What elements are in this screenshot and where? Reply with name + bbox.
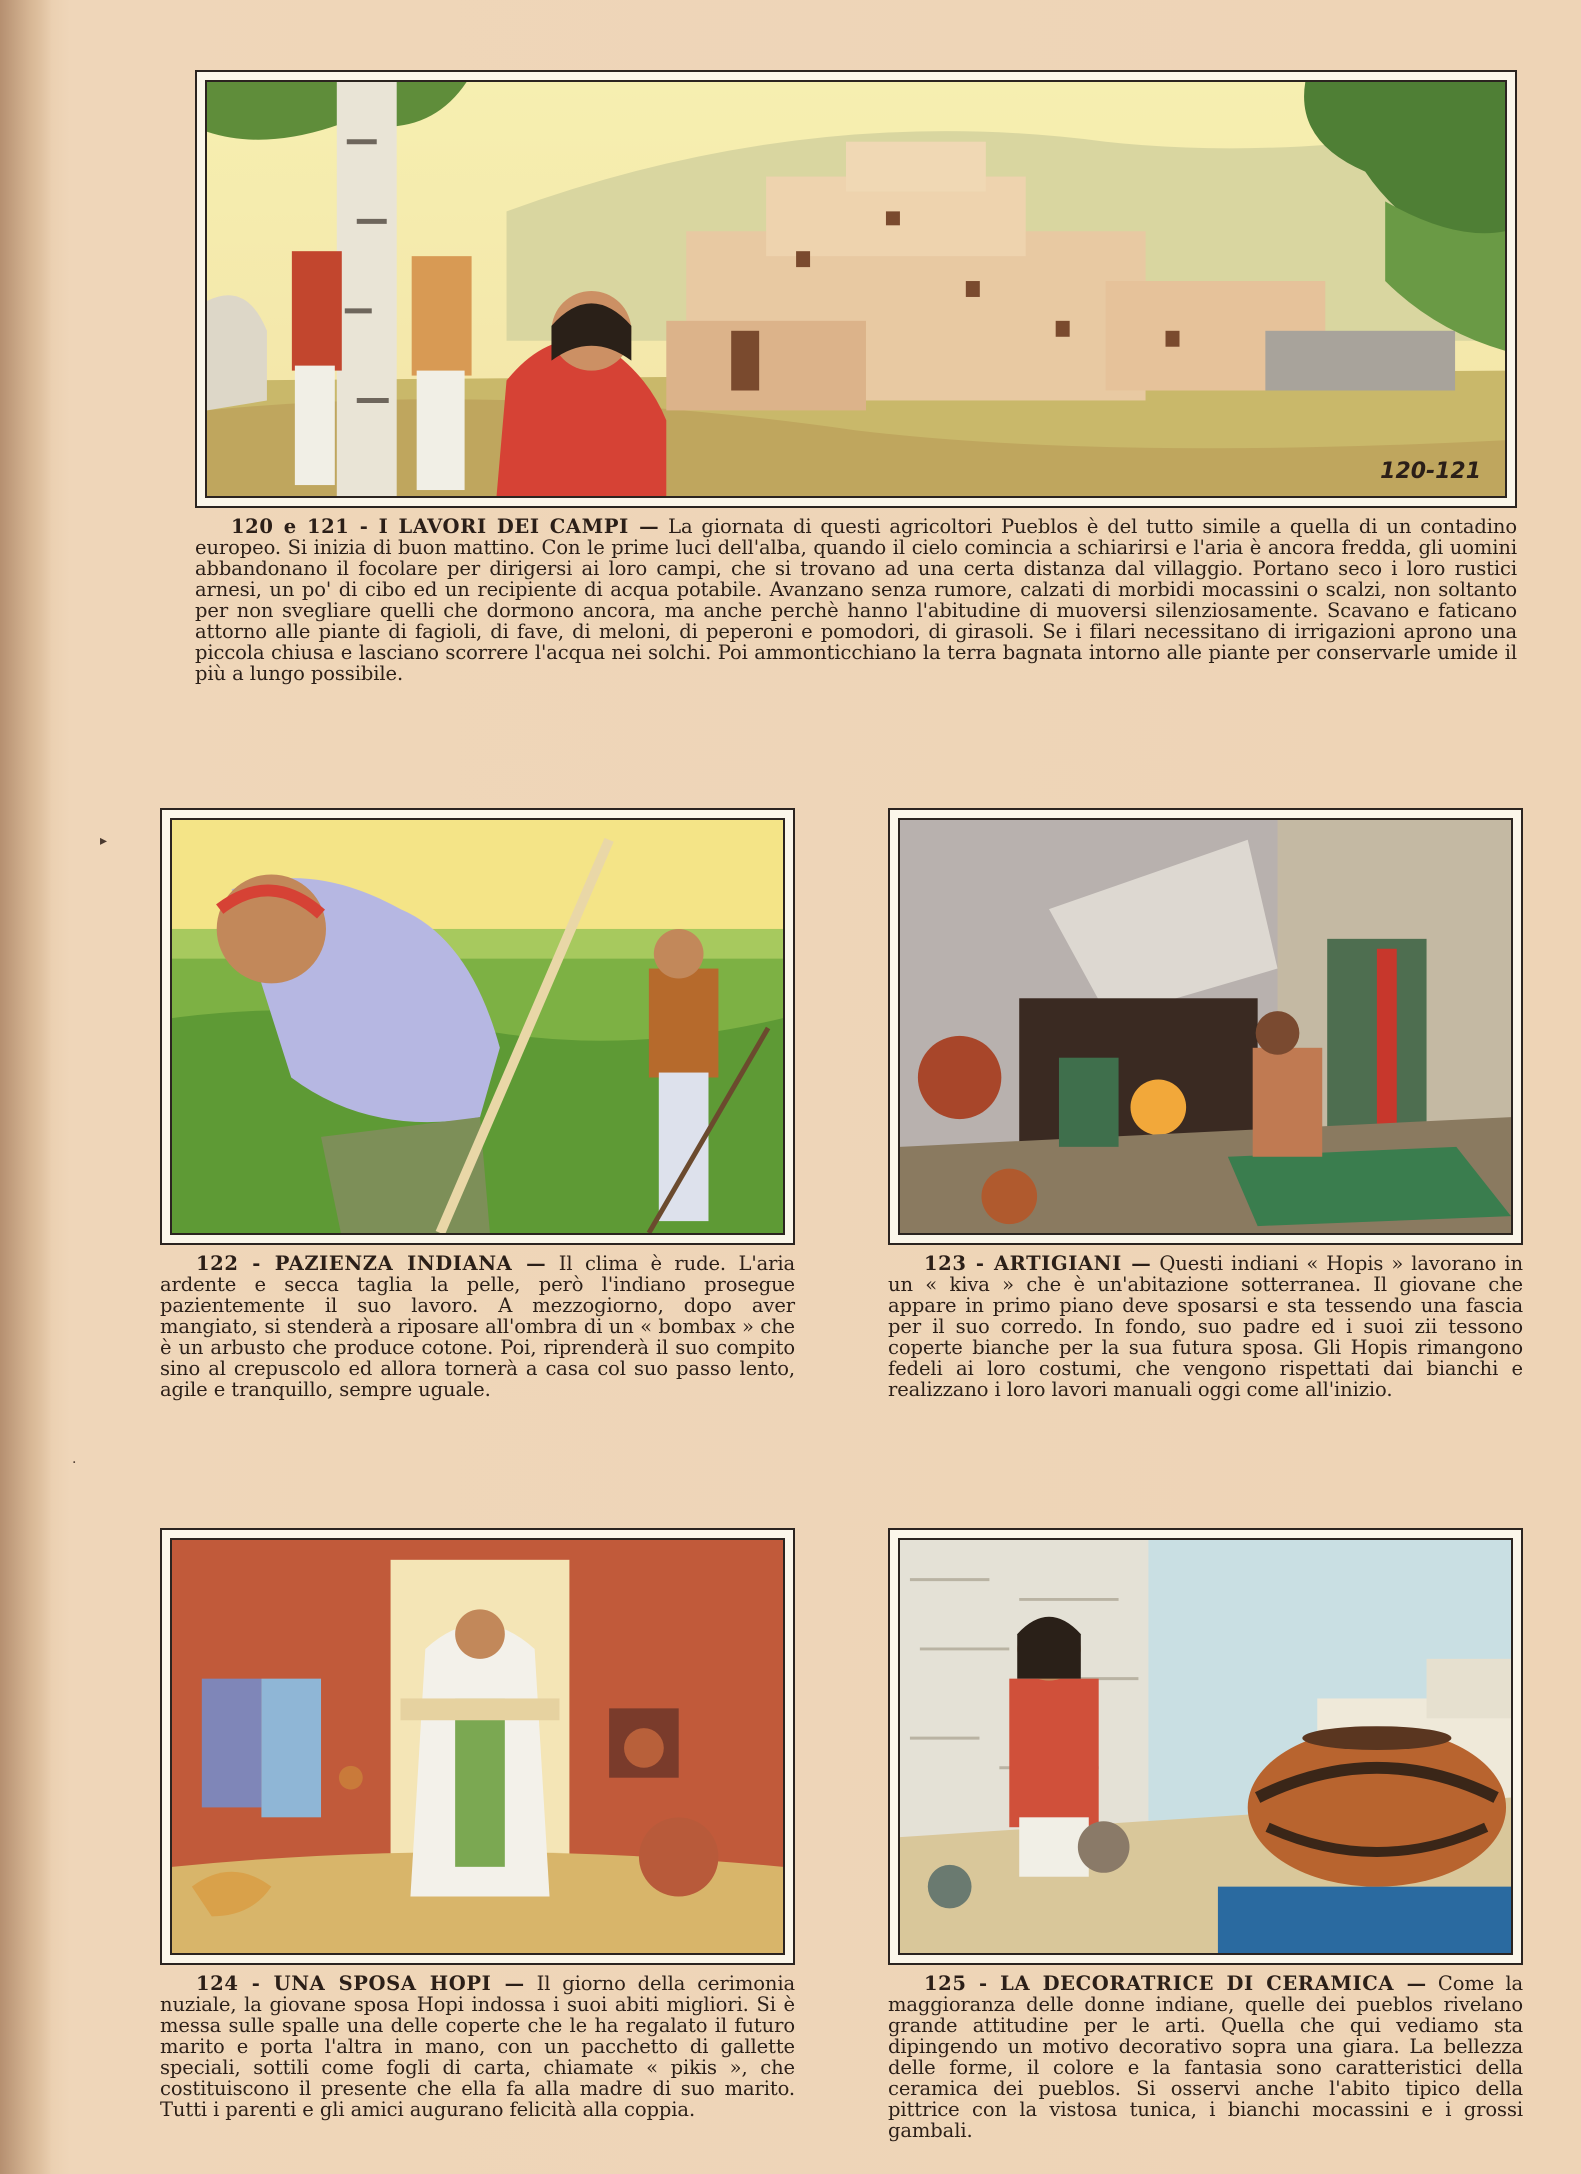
caption-title: PAZIENZA INDIANA [274, 1252, 513, 1275]
caption-title: UNA SPOSA HOPI [273, 1972, 492, 1995]
caption-text: Il giorno della cerimonia nuziale, la giovane sposa Hopi indossa i suoi abiti migliori. Si è messa sulle spalle una delle coperte che le ha regalato il futuro marito e porta l'altra in mano, con un pacchetto di gallette speciali, sottili come fogli di carta, chiamate « pikis », che costituiscono il presente che ella fa alla madre di suo marito. Tutti i parenti e gli amici augurano felicità alla coppia. [160, 1972, 795, 2121]
caption-number: 123 [924, 1252, 967, 1275]
caption-title: LA DECORATRICE DI CERAMICA [1000, 1972, 1395, 1995]
caption-123: 123 - ARTIGIANI — Questi indiani « Hopis » lavorano in un « kiva » che è un'abitazione sotterranea. Il giovane che appare in primo piano deve sposarsi e sta tessendo una fascia per il suo corredo. In fondo, suo padre ed i suoi zii tessono coperte bianche per la sua futura sposa. Gli Hopis rimangono fedeli ai loro costumi, che vengono rispettati dai bianchi e realizzano i loro lavori manuali oggi come all'inizio. [888, 1252, 1523, 1401]
caption-text: Il clima è rude. L'aria ardente e secca taglia la pelle, però l'indiano prosegue pazientemente il suo lavoro. A mezzogiorno, dopo aver mangiato, si stenderà a riposare all'ombra di un « bombax » che è un arbusto che produce cotone. Poi, riprenderà il suo compito sino al crepuscolo ed allora tornerà a casa col suo passo lento, agile e tranquillo, sempre uguale. [160, 1252, 795, 1401]
page-binding-edge [0, 0, 52, 2174]
caption-title: I LAVORI DEI CAMPI [378, 515, 629, 538]
caption-124: 124 - UNA SPOSA HOPI — Il giorno della cerimonia nuziale, la giovane sposa Hopi indossa i suoi abiti migliori. Si è messa sulle spalle una delle coperte che le ha regalato il futuro marito e porta l'altra in mano, con un pacchetto di gallette speciali, sottili come fogli di carta, chiamate « pikis », che costituiscono il presente che ella fa alla madre di suo marito. Tutti i parenti e gli amici augurano felicità alla coppia. [160, 1972, 795, 2121]
caption-number: 125 [924, 1972, 967, 1995]
caption-text: Come la maggioranza delle donne indiane, quelle dei pueblos rivelano grande attitudine per le arti. Quella che qui vediamo sta dipingendo un motivo decorativo sopra una giara. La bellezza delle forme, il colore e la fantasia sono caratteristici della ceramica dei pueblos. Si osservi anche l'abito tipico della pittrice con la vistosa tunica, i bianchi mocassini e i grossi gambali. [888, 1972, 1524, 2142]
caption-title: ARTIGIANI [993, 1252, 1122, 1275]
figure-122 [160, 808, 795, 1245]
caption-text: Questi indiani « Hopis » lavorano in un « kiva » che è un'abitazione sotterranea. Il giovane che appare in primo piano deve sposarsi e sta tessendo una fascia per il suo corredo. In fondo, suo padre ed i suoi zii tessono coperte bianche per la sua futura sposa. Gli Hopis rimangono fedeli ai loro costumi, che vengono rispettati dai bianchi e realizzano i loro lavori manuali oggi come all'inizio. [888, 1252, 1523, 1401]
figure-corner-label: 120-121 [1380, 459, 1481, 485]
margin-mark: · [72, 1455, 77, 1471]
field-workers-illustration [172, 820, 783, 1233]
caption-number: 120 e 121 [231, 515, 350, 538]
pueblo-village-illustration [207, 82, 1505, 496]
caption-125: 125 - LA DECORATRICE DI CERAMICA — Come la maggioranza delle donne indiane, quelle dei pueblos rivelano grande attitudine per le arti. Quella che qui vediamo sta dipingendo un motivo decorativo sopra una giara. La bellezza delle forme, il colore e la fantasia sono caratteristici della ceramica dei pueblos. Si osservi anche l'abito tipico della pittrice con la vistosa tunica, i bianchi mocassini e i grossi gambali. [888, 1972, 1524, 2142]
margin-mark: ▸ [100, 833, 108, 849]
figure-124 [160, 1528, 795, 1965]
caption-number: 122 [196, 1252, 239, 1275]
figure-125 [888, 1528, 1523, 1965]
caption-text: La giornata di questi agricoltori Pueblos è del tutto simile a quella di un contadino europeo. Si inizia di buon mattino. Con le prime luci dell'alba, quando il cielo comincia a schiarirsi e l'aria è ancora fredda, gli uomini abbandonano il focolare per dirigersi ai loro campi, che si trovano ad una certa distanza dal villaggio. Portano seco i loro rustici arnesi, un po' di cibo ed un recipiente di acqua potabile. Avanzano senza rumore, calzati di morbidi mocassini o scalzi, non soltanto per non svegliare quelli che dormono ancora, ma anche perchè hanno l'abitudine di muoversi silenziosamente. Scavano e faticano attorno alle piante di fagioli, di fave, di meloni, di peperoni e pomodori, di girasoli. Se i filari necessitano di irrigazioni aprono una piccola chiusa e lasciano scorrere l'acqua nei solchi. Poi ammonticchiano la terra bagnata intorno alle piante per conservarle umide il più a lungo possibile. [195, 515, 1518, 685]
caption-number: 124 [196, 1972, 239, 1995]
hopi-bride-illustration [172, 1540, 783, 1953]
kiva-weavers-illustration [900, 820, 1511, 1233]
caption-120-121: 120 e 121 - I LAVORI DEI CAMPI — La giornata di questi agricoltori Pueblos è del tutto simile a quella di un contadino europeo. Si inizia di buon mattino. Con le prime luci dell'alba, quando il cielo comincia a schiarirsi e l'aria è ancora fredda, gli uomini abbandonano il focolare per dirigersi ai loro campi, che si trovano ad una certa distanza dal villaggio. Portano seco i loro rustici arnesi, un po' di cibo ed un recipiente di acqua potabile. Avanzano senza rumore, calzati di morbidi mocassini o scalzi, non soltanto per non svegliare quelli che dormono ancora, ma anche perchè hanno l'abitudine di muoversi silenziosamente. Scavano e faticano attorno alle piante di fagioli, di fave, di meloni, di peperoni e pomodori, di girasoli. Se i filari necessitano di irrigazioni aprono una piccola chiusa e lasciano scorrere l'acqua nei solchi. Poi ammonticchiano la terra bagnata intorno alle piante per conservarle umide il più a lungo possibile. [195, 515, 1518, 685]
figure-123 [888, 808, 1523, 1245]
figure-120-121 [195, 70, 1517, 508]
ceramic-painter-illustration [900, 1540, 1511, 1953]
caption-122: 122 - PAZIENZA INDIANA — Il clima è rude. L'aria ardente e secca taglia la pelle, però l'indiano prosegue pazientemente il suo lavoro. A mezzogiorno, dopo aver mangiato, si stenderà a riposare all'ombra di un « bombax » che è un arbusto che produce cotone. Poi, riprenderà il suo compito sino al crepuscolo ed allora tornerà a casa col suo passo lento, agile e tranquillo, sempre uguale. [160, 1252, 795, 1401]
